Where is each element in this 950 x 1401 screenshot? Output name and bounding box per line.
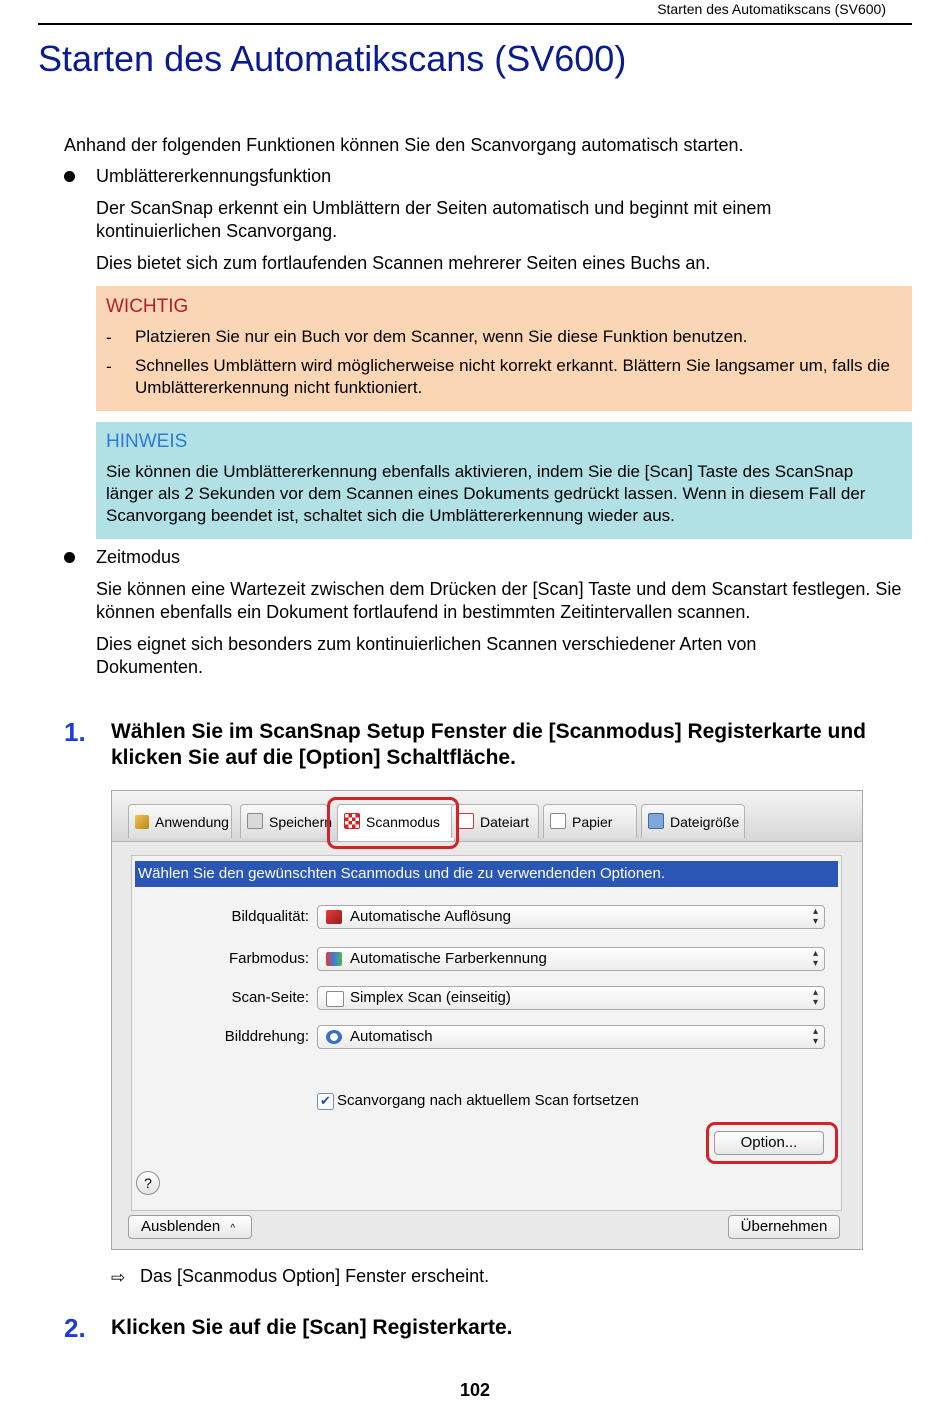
- important-box: [96, 286, 912, 411]
- chevron-up-icon: ^: [230, 1223, 236, 1234]
- bilddrehung-select[interactable]: [317, 1025, 825, 1049]
- pdf-file-icon: [458, 813, 474, 829]
- updown-arrow-icon: ▴ ▾: [812, 906, 818, 927]
- bullet-label: Zeitmodus: [96, 547, 181, 567]
- color-icon: [326, 952, 342, 966]
- bullet-dot: [64, 552, 75, 563]
- tab-speichern[interactable]: [240, 804, 333, 838]
- paragraph: Dies eignet sich besonders zum kontinuierlichen Scannen verschiedener Arten von Dokumenten.: [96, 634, 757, 677]
- scan-seite-select[interactable]: [317, 986, 825, 1010]
- select-value: Automatische Farberkennung: [350, 950, 547, 967]
- tab-label: Anwendung: [155, 814, 229, 830]
- step-number: 2.: [64, 1313, 86, 1343]
- application-icon: [135, 815, 149, 829]
- select-value: Automatische Auflösung: [350, 908, 511, 925]
- scansnap-setup-window: [111, 790, 863, 1250]
- file-size-icon: [648, 813, 664, 829]
- updown-arrow-icon: ▴ ▾: [812, 948, 818, 969]
- intro-text: Anhand der folgenden Funktionen können Sie den Scanvorgang automatisch starten.: [64, 135, 744, 155]
- row-label: Scan-Seite:: [231, 989, 309, 1006]
- updown-arrow-icon: ▴ ▾: [812, 987, 818, 1008]
- paper-icon: [550, 813, 566, 829]
- resolution-icon: [326, 910, 342, 924]
- select-value: Automatisch: [350, 1028, 433, 1045]
- row-label: Farbmodus:: [228, 950, 309, 967]
- select-value: Simplex Scan (einseitig): [350, 989, 511, 1006]
- option-button[interactable]: Option...: [714, 1131, 824, 1155]
- tab-label: Dateigröße: [670, 814, 740, 830]
- paragraph: Der ScanSnap erkennt ein Umblättern der Seiten automatisch und beginnt mit einem kontinuierlichen Scanvorgang.: [96, 198, 772, 241]
- apply-button[interactable]: Übernehmen: [728, 1215, 840, 1239]
- help-button[interactable]: ?: [136, 1171, 160, 1195]
- hide-button[interactable]: [128, 1215, 252, 1239]
- tab-label: Speichern: [269, 814, 333, 830]
- important-item: Schnelles Umblättern wird möglicherweise nicht korrekt erkannt. Blättern Sie langsamer um, falls die Umblättererkennung nicht funktioniert.: [135, 356, 890, 397]
- bildqualitaet-select[interactable]: [317, 905, 825, 929]
- dash-marker: -: [106, 328, 112, 347]
- paragraph: Sie können eine Wartezeit zwischen dem Drücken der [Scan] Taste und dem Scanstart festlegen. Sie können ebenfalls ein Dokument fortlaufend in bestimmten Zeitintervallen scannen.: [96, 579, 902, 622]
- highlight-scanmodus-tab: [327, 797, 459, 849]
- important-heading: WICHTIG: [106, 296, 189, 317]
- rotate-icon: [326, 1030, 342, 1044]
- row-label: Bildqualität:: [231, 908, 309, 925]
- updown-arrow-icon: ▴ ▾: [812, 1026, 818, 1047]
- farbmodus-select[interactable]: [317, 947, 825, 971]
- page-title: Starten des Automatikscans (SV600): [38, 38, 627, 79]
- note-text: Sie können die Umblättererkennung ebenfalls aktivieren, indem Sie die [Scan] Taste des ScanSnap länger als 2 Sekunden vor dem Scannen eines Dokuments gedrückt lassen. Wenn in diesem Fall der Scanvorgang beendet ist, schaltet sich die Umblättererkennung wieder aus.: [106, 462, 866, 525]
- settings-panel: [131, 855, 842, 1211]
- dash-marker: -: [106, 357, 112, 376]
- row-label: Bilddrehung:: [224, 1028, 309, 1045]
- running-header: Starten des Automatikscans (SV600): [657, 1, 886, 17]
- tab-label: Scanmodus: [366, 814, 440, 830]
- tab-anwendung[interactable]: [128, 804, 232, 838]
- step-number: 1.: [64, 717, 86, 747]
- bullet-label: Umblättererkennungsfunktion: [96, 166, 332, 186]
- tab-dateigroesse[interactable]: [641, 804, 745, 838]
- paragraph: Dies bietet sich zum fortlaufenden Scannen mehrerer Seiten eines Buchs an.: [96, 253, 711, 273]
- page-number: 102: [459, 1380, 491, 1400]
- continue-scan-checkbox[interactable]: ✔: [317, 1093, 334, 1110]
- panel-heading: Wählen Sie den gewünschten Scanmodus und die zu verwendenden Optionen.: [135, 861, 838, 887]
- button-label: Ausblenden: [141, 1218, 221, 1235]
- checkbox-label: Scanvorgang nach aktuellem Scan fortsetzen: [337, 1092, 639, 1109]
- step-text: Wählen Sie im ScanSnap Setup Fenster die [Scanmodus] Registerkarte und klicken Sie auf die [Option] Schaltfläche.: [111, 720, 867, 769]
- result-text: Das [Scanmodus Option] Fenster erscheint.: [140, 1266, 490, 1286]
- step-text: Klicken Sie auf die [Scan] Registerkarte.: [111, 1316, 513, 1339]
- highlight-option-button: [706, 1122, 838, 1164]
- arrow-icon: ⇨: [111, 1268, 126, 1287]
- tab-dateiart[interactable]: [451, 804, 539, 838]
- tab-label: Dateiart: [480, 814, 530, 830]
- folder-icon: [247, 813, 263, 829]
- bullet-dot: [64, 171, 75, 182]
- tab-papier[interactable]: [543, 804, 637, 838]
- important-item: Platzieren Sie nur ein Buch vor dem Scanner, wenn Sie diese Funktion benutzen.: [135, 327, 748, 346]
- note-heading: HINWEIS: [106, 431, 188, 452]
- note-box: [96, 422, 912, 539]
- header-rule: [38, 23, 912, 25]
- page-icon: [326, 991, 344, 1007]
- tab-label: Papier: [572, 814, 613, 830]
